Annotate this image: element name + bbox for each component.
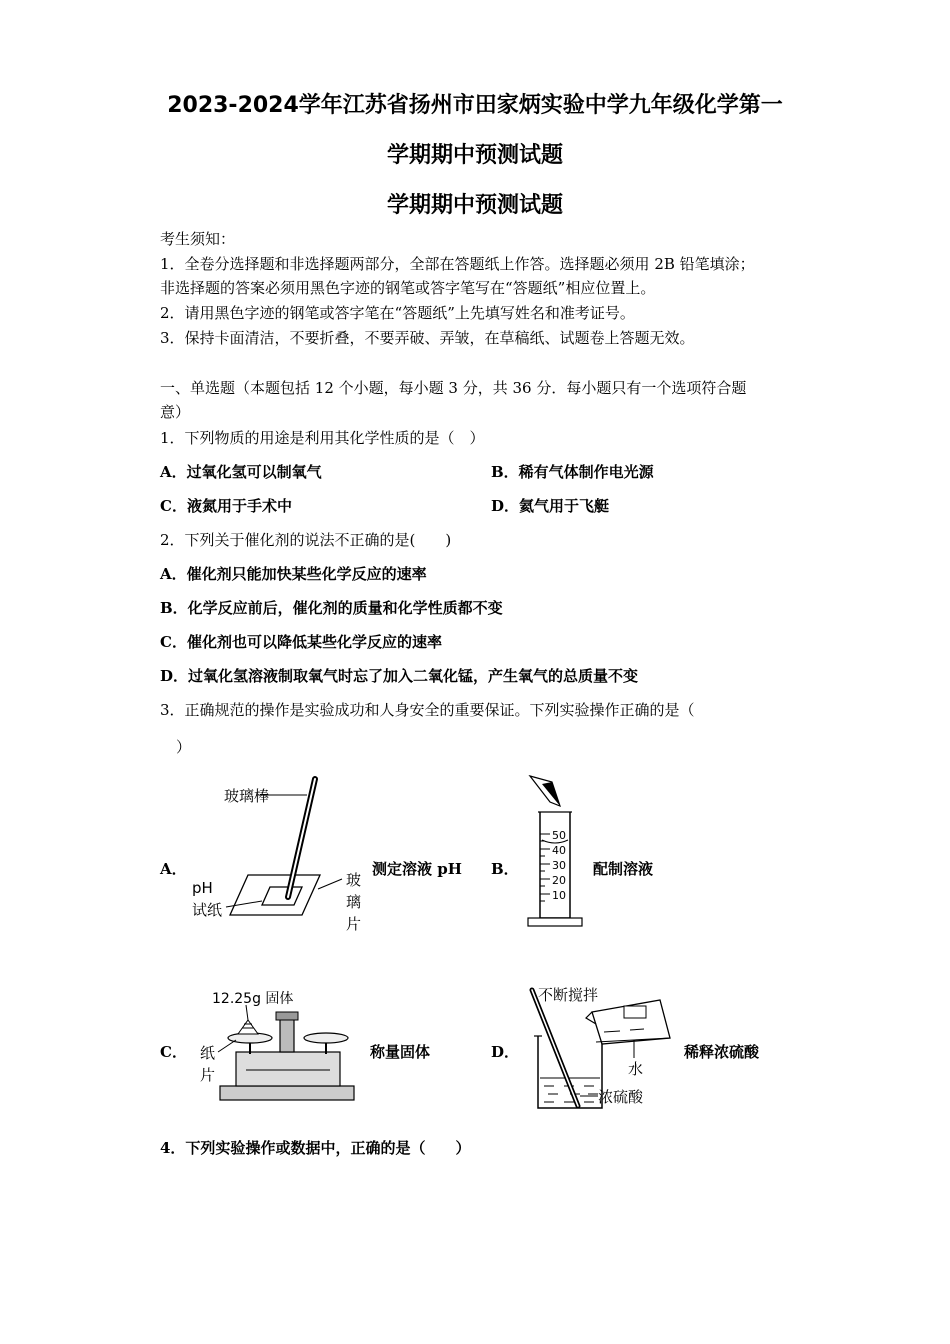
balance-figure [196,988,366,1108]
tick-30: 30 [552,859,566,872]
label-paper-2: 片 [200,1066,216,1084]
section-heading-cont: 意） [160,403,191,421]
notice-heading: 考生须知： [160,230,236,248]
solid-sample [238,1020,258,1034]
q1-option-c: C．液氮用于手术中 [160,497,292,515]
q3-option-a-letter: A． [160,860,187,878]
section-heading: 一、单选题（本题包括 12 个小题，每小题 3 分，共 36 分．每小题只有一个选项符合题 [160,379,747,397]
label-solid-mass: 12.25g 固体 [212,991,294,1007]
q3-option-d-caption: 稀释浓硫酸 [684,1043,760,1061]
dilute-acid-figure [520,984,680,1114]
label-glass-2: 璃 [346,893,362,911]
q1-option-d: D．氦气用于飞艇 [491,497,610,515]
q3-stem-cont: ） [176,738,192,756]
ph-paper [262,887,302,905]
label-conc-acid: 浓硫酸 [598,1088,644,1106]
label-paper-1: 纸 [200,1044,216,1062]
label-keep-stirring: 不断搅拌 [538,986,599,1004]
q3-option-b-letter: B． [491,860,519,878]
balance-base [220,1086,354,1100]
page-title: 2023-2024学年江苏省扬州市田家炳实验中学九年级化学第一 [167,93,783,118]
q2-option-c: C．催化剂也可以降低某些化学反应的速率 [160,633,442,651]
label-glass-1: 玻 [346,871,362,889]
beaker [538,1036,602,1108]
cylinder-ticks [552,828,566,903]
label-ph: pH [192,879,213,897]
q4-stem: 4．下列实验操作或数据中，正确的是（ ） [160,1139,471,1157]
q2-option-a: A．催化剂只能加快某些化学反应的速率 [160,565,427,583]
glass-plate [230,875,320,915]
ph-test-figure [190,775,370,935]
balance-pillar [280,1018,294,1052]
label-glass-rod: 玻璃棒 [224,787,270,805]
page-title-line2: 学期期中预测试题 [386,143,563,168]
cylinder-base [528,918,582,926]
label-water: 水 [628,1060,644,1078]
label-glass-3: 片 [346,915,362,933]
graduated-cylinder-figure [520,772,590,932]
notice-item-1a: 1．全卷分选择题和非选择题两部分，全部在答题纸上作答。选择题必须用 2B 铅笔填涂； [160,255,755,273]
right-pan [304,1033,348,1043]
q1-option-b: B．稀有气体制作电光源 [491,463,654,481]
notice-item-2: 2．请用黑色字迹的钢笔或答字笔在“答题纸”上先填写姓名和准考证号。 [160,304,635,322]
notice-item-3: 3．保持卡面清洁，不要折叠，不要弄破、弄皱，在草稿纸、试题卷上答题无效。 [160,329,695,347]
tick-20: 20 [552,874,566,887]
weighing-paper [530,776,560,806]
q3-stem: 3．正确规范的操作是实验成功和人身安全的重要保证。下列实验操作正确的是（ [160,701,695,719]
notice-item-1b: 非选择题的答案必须用黑色字迹的钢笔或答字笔写在“答题纸”相应位置上。 [160,279,656,297]
q3-option-a-caption: 测定溶液 pH [372,860,462,878]
q2-stem: 2．下列关于催化剂的说法不正确的是( ) [160,531,452,549]
tick-40: 40 [552,844,566,857]
q2-option-b: B．化学反应前后，催化剂的质量和化学性质都不变 [160,599,503,617]
q3-option-c-letter: C． [160,1043,187,1061]
q1-option-a: A．过氧化氢可以制氧气 [160,463,322,481]
q3-option-d-letter: D． [491,1043,520,1061]
tick-10: 10 [552,889,566,902]
label-test-paper: 试纸 [192,901,223,919]
q3-option-b-caption: 配制溶液 [593,860,654,878]
q1-stem: 1．下列物质的用途是利用其化学性质的是（ ） [160,429,485,447]
q3-option-c-caption: 称量固体 [370,1043,431,1061]
q2-option-d: D．过氧化氢溶液制取氧气时忘了加入二氧化锰，产生氧气的总质量不变 [160,667,639,685]
page-title-line3: 学期期中预测试题 [386,193,563,218]
tick-50: 50 [552,829,566,842]
